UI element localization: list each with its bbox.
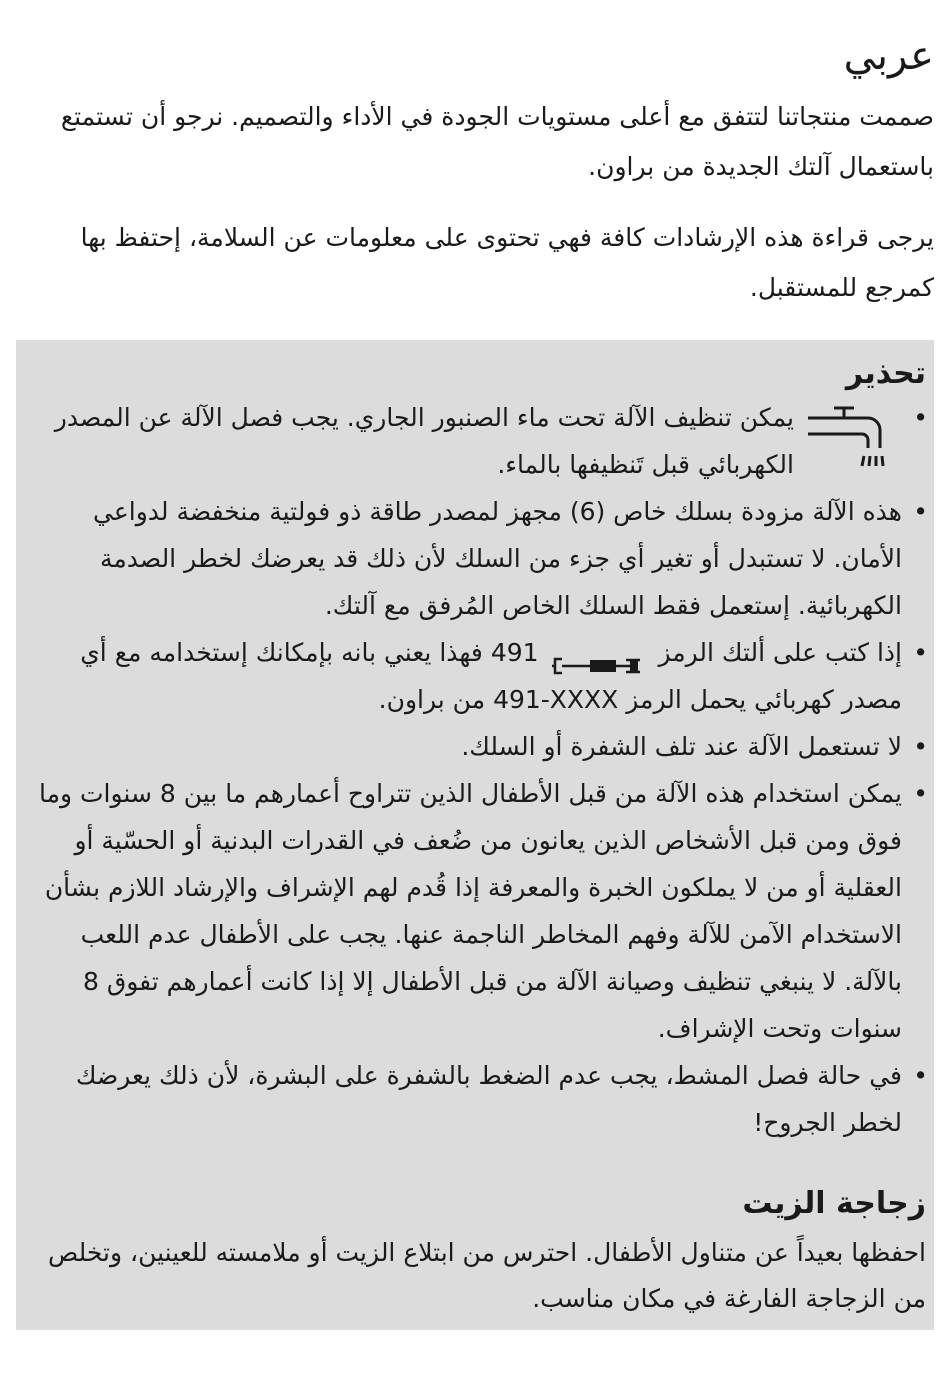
- bullet-icon: •: [913, 638, 928, 667]
- water-cleaning-text: يمكن تنظيف الآلة تحت ماء الصنبور الجاري. يجب فصل الآلة عن المصدر الكهربائي قبل تَنظيفها بالماء.: [54, 403, 794, 479]
- language-title: عربي: [843, 33, 934, 79]
- warning-item-special-cord: [22, 488, 934, 629]
- oil-bottle-heading: زجاجة الزيت: [742, 1186, 926, 1221]
- voltage-code: 491: [490, 638, 539, 667]
- water-cleaning-row: [22, 394, 902, 488]
- plug-text-end: من براون.: [378, 685, 486, 714]
- bullet-icon: •: [913, 1061, 928, 1090]
- bullet-icon: •: [913, 732, 928, 761]
- special-cord-text: هذه الآلة مزودة بسلك خاص (6) مجهز لمصدر طاقة ذو فولتية منخفضة لدواعي الأمان. لا تستبدل أو تغير أي جزء من السلك لأن ذلك قد يعرضك لخطر الصدمة الكهربائية. إستعمل فقط السلك الخاص المُرفق مع آلتك.: [93, 497, 902, 620]
- children-text: يمكن استخدام هذه الآلة من قبل الأطفال الذين تتراوح أعمارهم ما بين 8 سنوات وما فوق ومن قبل الأشخاص الذين يعانون من ضُعف في القدرات البدنية أو الحسّية أو العقلية أو من لا يملكون الخبرة والمعرفة إذا قُدم لهم الإشراف والإرشاد اللازم بشأن الاستخدام الآمن للآلة وفهم المخاطر الناجمة عنها. يجب على الأطفال عدم اللعب بالآلة. لا ينبغي تنظيف وصيانة الآلة من قبل الأطفال إلا إذا كانت أعمارهم تفوق 8 سنوات وتحت الإشراف.: [38, 779, 902, 1043]
- model-code: 491-XXXX: [493, 685, 619, 714]
- warning-item-water-cleaning: [22, 394, 934, 488]
- warning-box: [16, 340, 934, 1330]
- warning-item-children: [22, 770, 934, 1052]
- intro-paragraph-quality: صممت منتجاتنا لتتفق مع أعلى مستويات الجودة في الأداء والتصميم. نرجو أن تستمتع باستعمال آلتك الجديدة من براون.: [60, 102, 934, 181]
- comb-removed-text: في حالة فصل المشط، يجب عدم الضغط بالشفرة على البشرة، لأن ذلك يعرضك لخطر الجروح!: [75, 1061, 902, 1137]
- running-water-tap-icon: [802, 394, 892, 474]
- warning-list: [22, 394, 934, 1146]
- bullet-icon: •: [913, 403, 928, 432]
- warning-heading: تحذير: [845, 356, 926, 391]
- bullet-icon: •: [913, 779, 928, 808]
- bullet-icon: •: [913, 497, 928, 526]
- warning-item-damaged-blade: [22, 723, 934, 770]
- oil-bottle-text: احفظها بعيداً عن متناول الأطفال. احترس من ابتلاع الزيت أو ملامسته للعينين، وتخلص من الزجاجة الفارغة في مكان مناسب.: [48, 1238, 926, 1313]
- plug-text-before: إذا كتب على ألتك الرمز: [658, 638, 902, 667]
- warning-item-voltage-symbol: [22, 629, 934, 723]
- safety-extra-low-voltage-plug-icon: [552, 644, 644, 664]
- damaged-blade-text: لا تستعمل الآلة عند تلف الشفرة أو السلك.: [461, 732, 902, 761]
- warning-item-comb-removed: [22, 1052, 934, 1146]
- plug-text-after: فهذا يعني بانه بإمكانك إستخدامه مع أي مصدر كهربائي يحمل الرمز: [80, 638, 902, 714]
- intro-paragraph-safety: يرجى قراءة هذه الإرشادات كافة فهي تحتوى على معلومات عن السلامة، إحتفظ بها كمرجع للمستقبل.: [80, 223, 934, 302]
